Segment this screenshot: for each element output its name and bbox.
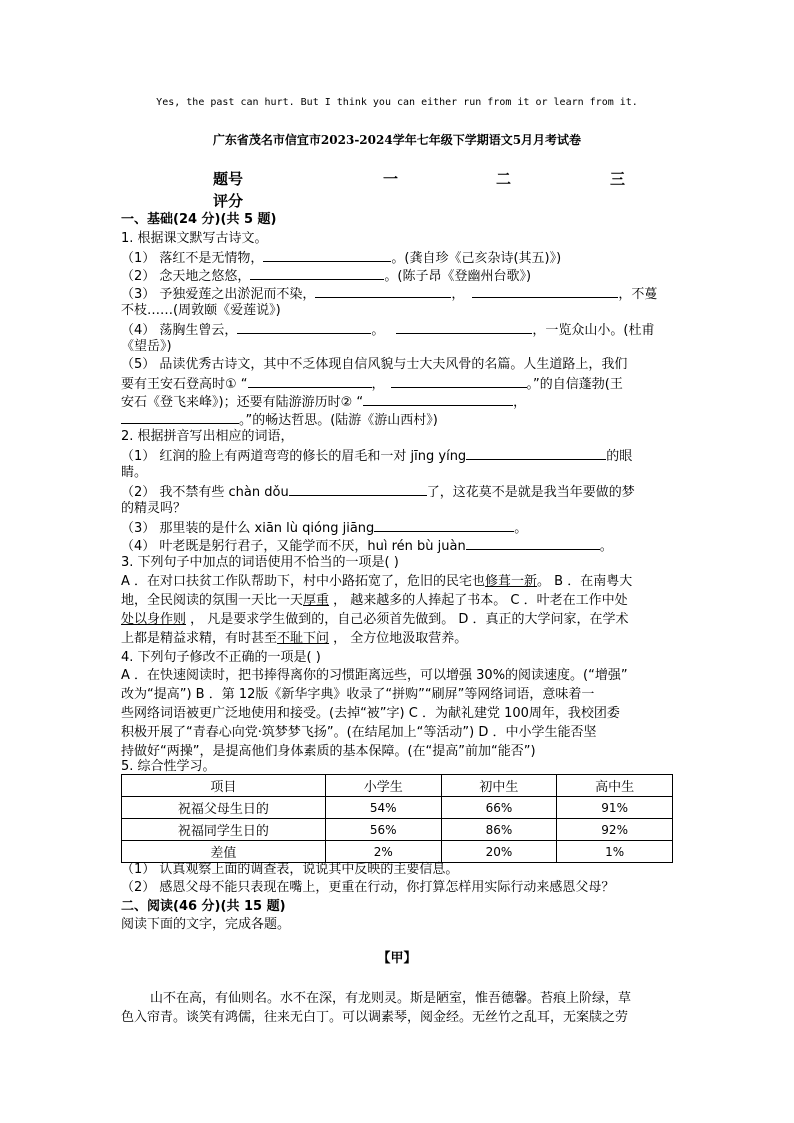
question-stem: 5. 综合性学习。 <box>121 759 216 774</box>
answer-blank[interactable] <box>250 266 384 280</box>
table-row <box>122 797 673 819</box>
table-cell: 1% <box>557 841 673 863</box>
text: ， <box>451 287 465 302</box>
option-line <box>121 592 628 610</box>
text: ， 越来越多的人捧起了书本。 C ．叶老在工作中处 <box>329 593 628 608</box>
table-header-row <box>122 775 673 797</box>
table-row <box>122 819 673 841</box>
text: 安石《登飞来峰》)；还要有陆游游历时② “ <box>121 395 364 410</box>
text: （4） 叶老既是躬行君子，又能学而不厌，huì rén bù juàn <box>121 539 466 554</box>
text: ，不蔓 <box>618 287 658 302</box>
option-line <box>121 611 629 629</box>
passage-line: 色入帘青。谈笑有鸿儒，往来无白丁。可以调素琴，阅金经。无丝竹之乱耳，无案牍之劳 <box>121 1010 629 1025</box>
table-header-cell: 初中生 <box>441 775 557 797</box>
passage-label: 【甲】 <box>377 951 417 966</box>
text: 积极开展了“青春心向党·筑梦梦飞扬”。(在结尾加上“等活动”) D ．中小学生能否坚 <box>121 725 597 740</box>
answer-blank[interactable] <box>289 482 427 496</box>
score-table-row-label: 题号 <box>213 170 244 188</box>
text: 改为“提高”) B ．第 12版《新华字典》收录了“拼购”“刷屏”等网络词语，意味着一 <box>121 687 595 702</box>
answer-blank[interactable] <box>263 248 391 262</box>
table-cell: 差值 <box>122 841 326 863</box>
question-line <box>121 248 561 268</box>
answer-blank[interactable] <box>374 518 514 532</box>
option-line <box>121 630 467 648</box>
text: 。 B ．在南粤大 <box>537 574 633 589</box>
question-line <box>121 536 613 556</box>
table-cell: 91% <box>557 797 673 819</box>
question-line <box>121 374 623 394</box>
question-stem: 4. 下列句子修改不正确的一项是( ) <box>121 650 321 665</box>
text: 了，这花莫不是就是我当年要做的梦 <box>426 485 635 500</box>
dotted-word: 厚重 <box>303 593 330 608</box>
text: （2） 我不禁有些 chàn dǒu <box>121 485 289 500</box>
question-line <box>121 320 655 340</box>
text: 。”的畅达哲思。(陆游《游山西村》) <box>239 413 438 428</box>
question-line <box>121 410 438 430</box>
table-header-cell: 小学生 <box>325 775 441 797</box>
text: （2） 念天地之悠悠， <box>121 269 251 284</box>
question-stem: 1. 根据课文默写古诗文。 <box>121 231 268 246</box>
dotted-word: 不耻下问 <box>277 631 330 646</box>
question-line <box>121 446 632 466</box>
text: A ．在快速阅读时，把书捧得离你的习惯距离远些，可以增强 30%的阅读速度。(“增强” <box>121 668 628 683</box>
text: 阅读下面的文字，完成各题。 <box>121 917 291 932</box>
text: 。(龚自珍《己亥杂诗(其五)》) <box>391 251 562 266</box>
answer-blank[interactable] <box>396 320 532 334</box>
answer-blank[interactable] <box>237 320 371 334</box>
dotted-word: 处以身作则 <box>121 612 187 627</box>
text: 。(陈子昂《登幽州台歌》) <box>384 269 532 284</box>
question-stem: 3. 下列句子中加点的词语使用不恰当的一项是( ) <box>121 555 399 570</box>
text: ， 全方位地汲取营养。 <box>329 631 468 646</box>
text: ，一览众山小。(杜甫 <box>532 323 655 338</box>
answer-blank[interactable] <box>248 374 372 388</box>
text: 睛。 <box>121 465 148 480</box>
section-heading: 一、基础(24 分)(共 5 题) <box>121 212 277 227</box>
text: （1） 落红不是无情物， <box>121 251 264 266</box>
motto: Yes, the past can hurt. But I think you can either run from it or learn from it. <box>156 97 638 108</box>
text: 要有王安石登高时① “ <box>121 377 248 392</box>
question-line <box>121 482 635 502</box>
question-line <box>121 392 526 412</box>
answer-blank[interactable] <box>315 284 451 298</box>
answer-blank[interactable] <box>363 392 513 406</box>
table-header-cell: 高中生 <box>557 775 673 797</box>
table-cell: 祝福同学生日的 <box>122 819 326 841</box>
table-cell: 祝福父母生日的 <box>122 797 326 819</box>
text: 不枝……(周敦颐《爱莲说》) <box>121 303 281 318</box>
text: 持做好“两操”，是提高他们身体素质的基本保障。(在“提高”前加“能否”) <box>121 744 536 759</box>
text: ， 凡是要求学生做到的，自己必须首先做到。 D ．真正的大学问家，在学术 <box>186 612 629 627</box>
text: 上都是精益求精，有时甚至 <box>121 631 278 646</box>
text: 的精灵吗？ <box>121 501 187 516</box>
table-cell: 2% <box>325 841 441 863</box>
text: （1） 认真观察上面的调查表，说说其中反映的主要信息。 <box>121 862 459 877</box>
text: A ．在对口扶贫工作队帮助下，村中小路拓宽了，危旧的民宅也 <box>121 574 486 589</box>
answer-blank[interactable] <box>472 284 618 298</box>
text: 。 <box>514 521 528 536</box>
table-cell: 92% <box>557 819 673 841</box>
table-cell: 54% <box>325 797 441 819</box>
text: 。”的自信蓬勃(王 <box>526 377 623 392</box>
exam-title: 广东省茂名市信宜市2023-2024学年七年级下学期语文5月月考试卷 <box>212 133 582 147</box>
option-line <box>121 573 632 591</box>
text: 地，全民阅读的氛围一天比一天 <box>121 593 304 608</box>
text: （3） 予独爱莲之出淤泥而不染， <box>121 287 316 302</box>
answer-blank[interactable] <box>121 410 239 424</box>
survey-table <box>121 774 673 863</box>
score-table-col: 一 <box>383 170 399 188</box>
text: 的眼 <box>606 449 633 464</box>
text: 些网络词语被更广泛地使用和接受。(去掉“被”字) C ．为献礼建党 100周年，我校团委 <box>121 706 620 721</box>
table-header-cell: 项目 <box>122 775 326 797</box>
score-table-col: 三 <box>610 170 626 188</box>
score-table-row-label: 评分 <box>213 192 244 210</box>
text: （3） 那里装的是什么 xiān lù qióng jiāng <box>121 521 375 536</box>
text: ， <box>371 377 385 392</box>
text: 。 <box>371 323 385 338</box>
text: （4） 荡胸生曾云， <box>121 323 238 338</box>
question-line <box>121 284 657 304</box>
table-row <box>122 841 673 863</box>
text: 。 <box>599 539 613 554</box>
answer-blank[interactable] <box>466 446 606 460</box>
text: （2） 感恩父母不能只表现在嘴上，更重在行动，你打算怎样用实际行动来感恩父母？ <box>121 880 615 895</box>
table-cell: 56% <box>325 819 441 841</box>
question-line <box>121 518 527 538</box>
table-cell: 66% <box>441 797 557 819</box>
answer-blank[interactable] <box>391 374 527 388</box>
text: 《望岳》) <box>121 339 172 354</box>
question-stem: 2. 根据拼音写出相应的词语， <box>121 429 294 444</box>
dotted-word: 修葺一新 <box>485 574 538 589</box>
score-table-col: 二 <box>496 170 512 188</box>
text: （1） 红润的脸上有两道弯弯的修长的眉毛和一对 jīng yíng <box>121 449 467 464</box>
text: ， <box>513 395 527 410</box>
passage-line: 山不在高，有仙则名。水不在深，有龙则灵。斯是陋室，惟吾德馨。苔痕上阶绿，草 <box>150 991 632 1006</box>
text: （5） 品读优秀古诗文，其中不乏体现自信风貌与士大夫风骨的名篇。人生道路上，我们 <box>121 357 628 372</box>
section-heading: 二、阅读(46 分)(共 15 题) <box>121 899 286 914</box>
question-line <box>121 266 531 286</box>
table-cell: 86% <box>441 819 557 841</box>
answer-blank[interactable] <box>466 536 600 550</box>
table-cell: 20% <box>441 841 557 863</box>
